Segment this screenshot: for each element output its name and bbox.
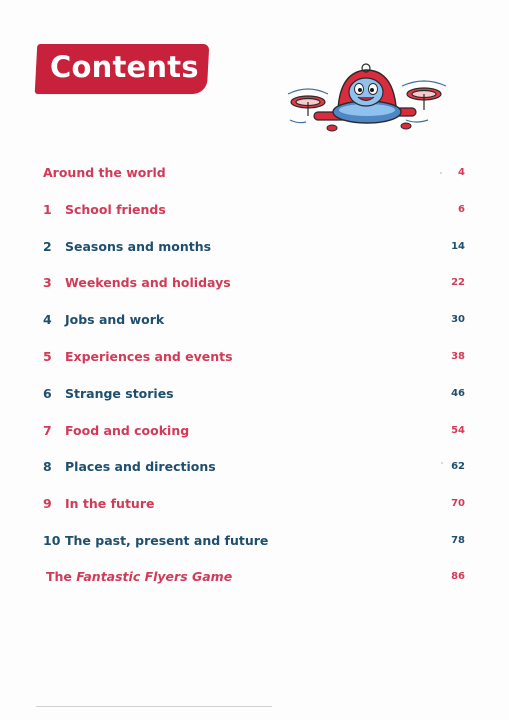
toc-entry-title: Jobs and work: [65, 311, 165, 327]
toc-entry-page: 46: [451, 387, 465, 399]
toc-entry-unit-5[interactable]: [43, 346, 465, 366]
toc-entry-game[interactable]: [46, 566, 465, 586]
toc-entry-page: 54: [451, 424, 465, 436]
toc-game-title-italic: Fantastic Flyers Game: [76, 568, 233, 584]
toc-unit-number: 2: [43, 238, 52, 254]
toc-entry-unit-7[interactable]: [43, 420, 465, 440]
toc-entry-title: School friends: [65, 201, 166, 217]
toc-unit-number: 3: [43, 274, 52, 290]
toc-entry-unit-2[interactable]: [43, 236, 465, 256]
toc-entry-title: [46, 569, 465, 584]
page-title: Contents: [50, 50, 199, 84]
toc-entry-title: In the future: [65, 495, 155, 511]
toc-entry-unit-10[interactable]: [43, 530, 465, 550]
toc-entry-unit-6[interactable]: [43, 383, 465, 403]
toc-entry-page: 70: [451, 497, 465, 509]
toc-entry-title: Around the world: [43, 164, 166, 180]
scan-speck: [440, 172, 442, 174]
toc-unit-number: 5: [43, 348, 52, 364]
scan-speck: [441, 462, 443, 464]
toc-entry-page: 86: [451, 570, 465, 582]
toc-entry-page: 22: [451, 276, 465, 288]
toc-unit-number: 1: [43, 201, 52, 217]
toc-entry-title: Seasons and months: [65, 238, 212, 254]
toc-entry-intro[interactable]: [43, 162, 465, 182]
toc-entry-unit-1[interactable]: [43, 199, 465, 219]
toc-unit-number: 4: [43, 311, 52, 327]
toc-unit-number: 7: [43, 422, 52, 438]
toc-entry-title: Strange stories: [65, 385, 174, 401]
toc-unit-number: 6: [43, 385, 52, 401]
toc-entry-title: Food and cooking: [65, 422, 190, 438]
toc-entry-page: 30: [451, 313, 465, 325]
toc-game-title-prefix: The: [46, 568, 77, 584]
toc-entry-unit-3[interactable]: [43, 272, 465, 292]
footer-divider: [36, 706, 272, 707]
toc-entry-unit-4[interactable]: [43, 309, 465, 329]
toc-entry-page: 4: [458, 166, 465, 178]
toc-entry-title: The past, present and future: [65, 532, 269, 548]
toc-entry-page: 62: [451, 460, 465, 472]
toc-unit-number: 9: [43, 495, 52, 511]
toc-entry-unit-8[interactable]: [43, 456, 465, 476]
toc-entry-title: Experiences and events: [65, 348, 233, 364]
toc-entry-page: 38: [451, 350, 465, 362]
toc-unit-number: 8: [43, 458, 52, 474]
toc-entry-page: 78: [451, 534, 465, 546]
toc-entry-page: 6: [458, 203, 465, 215]
toc-entry-unit-9[interactable]: [43, 493, 465, 513]
toc-entry-title: Weekends and holidays: [65, 274, 231, 290]
toc-entry-title: Places and directions: [65, 458, 216, 474]
toc-unit-number: 10: [43, 532, 61, 548]
toc-entry-page: 14: [451, 240, 465, 252]
